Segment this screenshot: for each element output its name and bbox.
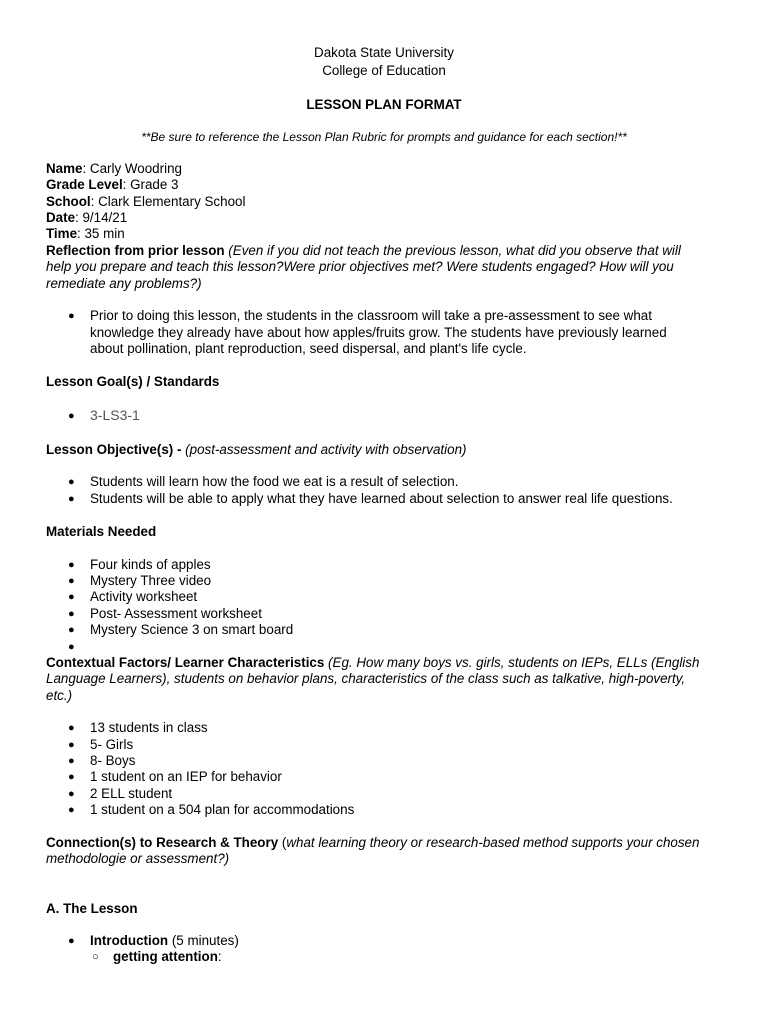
objectives-prompt: (post-assessment and activity with observation) [185, 442, 467, 457]
bullet-icon: ● [68, 771, 75, 783]
material-item: Four kinds of apples [90, 557, 211, 572]
goals-heading: Lesson Goal(s) / Standards [46, 374, 220, 389]
context-item: 8- Boys [90, 753, 136, 768]
university-name: Dakota State University [314, 45, 454, 60]
bullet-icon: ● [68, 788, 75, 800]
grade-line [46, 177, 179, 193]
date-line [46, 210, 127, 226]
reflection-label: Reflection from prior lesson [46, 243, 225, 258]
bullet-icon: ● [68, 575, 75, 587]
bullet-icon: ● [68, 476, 75, 488]
sub-bullet-icon: ○ [92, 951, 99, 963]
contextual-prompt-2: Language Learners), students on behavior plans, characteristics of the class such as talkative, high-poverty, [46, 671, 686, 686]
date-label: Date [46, 210, 76, 225]
introduction-label: Introduction [90, 933, 169, 948]
bullet-icon: ● [68, 608, 75, 620]
introduction-line [90, 933, 239, 949]
contextual-heading: Contextual Factors/ Learner Characteristics [46, 655, 325, 670]
reflection-bullet-1: Prior to doing this lesson, the students in the classroom will take a pre-assessment to see what [90, 308, 652, 323]
grade-value: : Grade 3 [122, 177, 179, 192]
connection-heading: Connection(s) to Research & Theory [46, 835, 279, 850]
material-item: Mystery Science 3 on smart board [90, 622, 294, 637]
bullet-icon: ● [68, 641, 75, 653]
objective-item: Students will be able to apply what they have learned about selection to answer real life questions. [90, 491, 673, 506]
connection-prompt-2: methodologie or assessment?) [46, 851, 230, 866]
goal-item: 3-LS3-1 [90, 407, 140, 423]
bullet-icon: ● [68, 935, 75, 947]
document-title: LESSON PLAN FORMAT [306, 97, 462, 112]
grade-label: Grade Level [46, 177, 123, 192]
bullet-icon: ● [68, 410, 75, 422]
rubric-note: **Be sure to reference the Lesson Plan Rubric for prompts and guidance for each section!** [141, 130, 627, 144]
reflection-prompt-1: (Even if you did not teach the previous lesson, what did you observe that will [224, 243, 681, 258]
material-item: Activity worksheet [90, 589, 198, 604]
bullet-icon: ● [68, 493, 75, 505]
reflection-prompt-3: remediate any problems?) [46, 276, 202, 291]
connection-open-paren: ( [278, 835, 287, 850]
time-line [46, 226, 125, 242]
context-item: 2 ELL student [90, 786, 173, 801]
objectives-heading: Lesson Objective(s) - [46, 442, 186, 457]
reflection-line-1 [46, 243, 681, 259]
context-item: 13 students in class [90, 720, 208, 735]
bullet-icon: ● [68, 722, 75, 734]
name-value: : Carly Woodring [82, 161, 182, 176]
bullet-icon: ● [68, 755, 75, 767]
material-item: Mystery Three video [90, 573, 212, 588]
reflection-prompt-2: help you prepare and teach this lesson?Were prior objectives met? Were students engaged? How will you [46, 259, 674, 274]
time-value: : 35 min [77, 226, 125, 241]
name-line [46, 161, 182, 177]
reflection-bullet-3: about pollination, plant reproduction, seed dispersal, and plant's life cycle. [90, 341, 527, 356]
bullet-icon: ● [68, 804, 75, 816]
objective-item: Students will learn how the food we eat is a result of selection. [90, 474, 459, 489]
school-label: School [46, 194, 91, 209]
materials-heading: Materials Needed [46, 524, 157, 539]
school-value: : Clark Elementary School [90, 194, 246, 209]
context-item: 1 student on an IEP for behavior [90, 769, 282, 784]
name-label: Name [46, 161, 83, 176]
bullet-icon: ● [68, 559, 75, 571]
reflection-bullet-2: knowledge they already have about how apples/fruits grow. The students have previously learned [90, 325, 667, 340]
contextual-prompt-3: etc.) [46, 688, 73, 703]
contextual-line-1 [46, 655, 699, 671]
connection-prompt-1: what learning theory or research-based method supports your chosen [286, 835, 700, 850]
date-value: : 9/14/21 [75, 210, 128, 225]
bullet-icon: ● [68, 624, 75, 636]
lesson-section-heading: A. The Lesson [46, 901, 138, 916]
introduction-time: (5 minutes) [168, 933, 239, 948]
school-line [46, 194, 245, 210]
context-item: 5- Girls [90, 737, 134, 752]
getting-attention-label: getting attention [113, 949, 218, 964]
bullet-icon: ● [68, 739, 75, 751]
college-name: College of Education [322, 63, 446, 78]
getting-attention-line [113, 949, 222, 965]
time-label: Time [46, 226, 78, 241]
bullet-icon: ● [68, 591, 75, 603]
connection-line-1 [46, 835, 699, 851]
bullet-icon: ● [68, 310, 75, 322]
contextual-prompt-1: (Eg. How many boys vs. girls, students on IEPs, ELLs (English [324, 655, 700, 670]
material-item: Post- Assessment worksheet [90, 606, 262, 621]
getting-attention-colon: : [217, 949, 222, 964]
context-item: 1 student on a 504 plan for accommodations [90, 802, 355, 817]
objectives-line [46, 442, 466, 458]
